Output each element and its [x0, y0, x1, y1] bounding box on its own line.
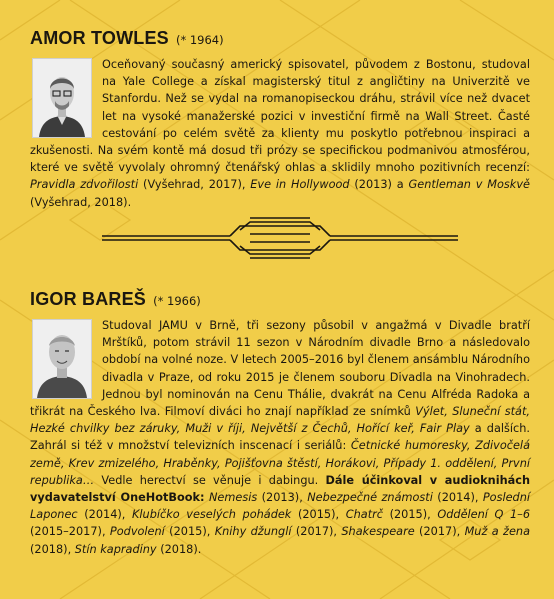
bio-text-segment: (Vyšehrad, 2018).: [30, 195, 132, 209]
bio-text-segment: Poslední Laponec: [30, 491, 531, 522]
bio-text-segment: Nemesis: [208, 491, 258, 505]
narrator-name: IGOR BAREŠ: [30, 289, 147, 309]
bio-text-segment: Klubíčko veselých pohádek: [131, 508, 292, 522]
bio-text-segment: Vedle herectví se věnuje i dabingu.: [94, 473, 326, 487]
bio-text-segment: Výlet, Sluneční stát, Hezké chvilky bez záruky, Muži v říji, Největší z Čechů, Hořící keř, Fair Play: [30, 405, 530, 436]
bio-text-segment: Podvolení: [109, 525, 165, 539]
narrator-section: [30, 289, 530, 558]
bio-text-segment: (2018),: [30, 542, 75, 556]
bio-text-segment: Oceňovaný současný americký spisovatel, původem z Bostonu, studoval na Yale College a získal magisterský titul z angličtiny na Univerzitě ve Stanfordu. Než se vydal na romanopiseckou dráhu, strávil více než dvacet let na vysoké manažerské pozici v investiční firmě na Wall Street. Časté cestování po celém světě za klienty mu poskytlo potřebnou inspiraci a zkušenosti. Na svém kontě má dosud tři prózy se specifickou podmanivou atmosférou, které ve světě vyvolaly ohromný čtenářský ohlas a sklidily mnoho pozitivních recenzí:: [30, 58, 530, 175]
bio-text-segment: (2014),: [432, 491, 483, 505]
bio-text-segment: Shakespeare: [341, 525, 415, 539]
bio-text-segment: Knihy džunglí: [214, 525, 292, 539]
bio-text-segment: (2014),: [77, 508, 132, 522]
narrator-photo: [32, 319, 92, 399]
bio-text-segment: Studoval JAMU v Brně, tři sezony působil v angažmá v Divadle bratří Mrštíků, potom strávil 11 sezon v Národním divadle Brno a následovalo období na volné noze. V letech 2005–2016 byl členem ansámblu Národního divadla v Praze, od roku 2015 je členem souboru Divadla na Vinohradech. Jednou byl nominován na Cenu Thálie, dvakrát na Cenu Alfréda Radoka a třikrát na Českého lva. Filmoví diváci ho znají například ze snímků: [30, 319, 530, 419]
art-deco-divider: [100, 216, 460, 260]
author-name: AMOR TOWLES: [30, 28, 169, 48]
narrator-birth: (* 1966): [153, 294, 201, 308]
bio-text-segment: a dalších. Zahrál si též v množství televizních inscenací i seriálů:: [30, 422, 530, 453]
bio-text-segment: Četnické humoresky, Zdivočelá země, Krev zmizelého, Hraběnky, Pojišťovna štěstí, Horákovi, Případy 1. oddělení, První republika…: [30, 439, 530, 487]
bio-text-segment: Gentleman v Moskvě: [408, 178, 530, 192]
narrator-heading: [30, 289, 530, 311]
narrator-bio: [30, 317, 530, 558]
bio-text-segment: (2013),: [257, 491, 308, 505]
bio-text-segment: (2015),: [164, 525, 215, 539]
bio-text-segment: (2017),: [414, 525, 465, 539]
author-section: [30, 28, 530, 211]
bio-text-segment: Eve in Hollywood: [250, 178, 350, 192]
bio-text-segment: Pravidla zdvořilosti: [30, 178, 139, 192]
bio-text-segment: Oddělení Q 1–6: [437, 508, 531, 522]
bio-text-segment: (2015),: [382, 508, 438, 522]
bio-text-segment: Nebezpečné známosti: [307, 491, 433, 505]
bio-text-segment: (Vyšehrad, 2017),: [138, 178, 251, 192]
author-heading: [30, 28, 530, 50]
bio-text-segment: Stín kapradiny: [74, 542, 157, 556]
bio-text-segment: (2013) a: [349, 178, 409, 192]
bio-text-segment: (2018).: [156, 542, 202, 556]
bio-text-segment: Dále účinkoval v audioknihách vydavatelství OneHotBook:: [30, 473, 530, 505]
author-photo: [32, 58, 92, 138]
bio-text-segment: Muž a žena: [464, 525, 531, 539]
author-bio: [30, 56, 530, 211]
bio-text-segment: (2015–2017),: [30, 525, 110, 539]
bio-text-segment: (2015),: [291, 508, 346, 522]
bio-text-segment: Chatrč: [345, 508, 383, 522]
author-birth: (* 1964): [175, 33, 224, 47]
bio-text-segment: (2017),: [291, 525, 342, 539]
